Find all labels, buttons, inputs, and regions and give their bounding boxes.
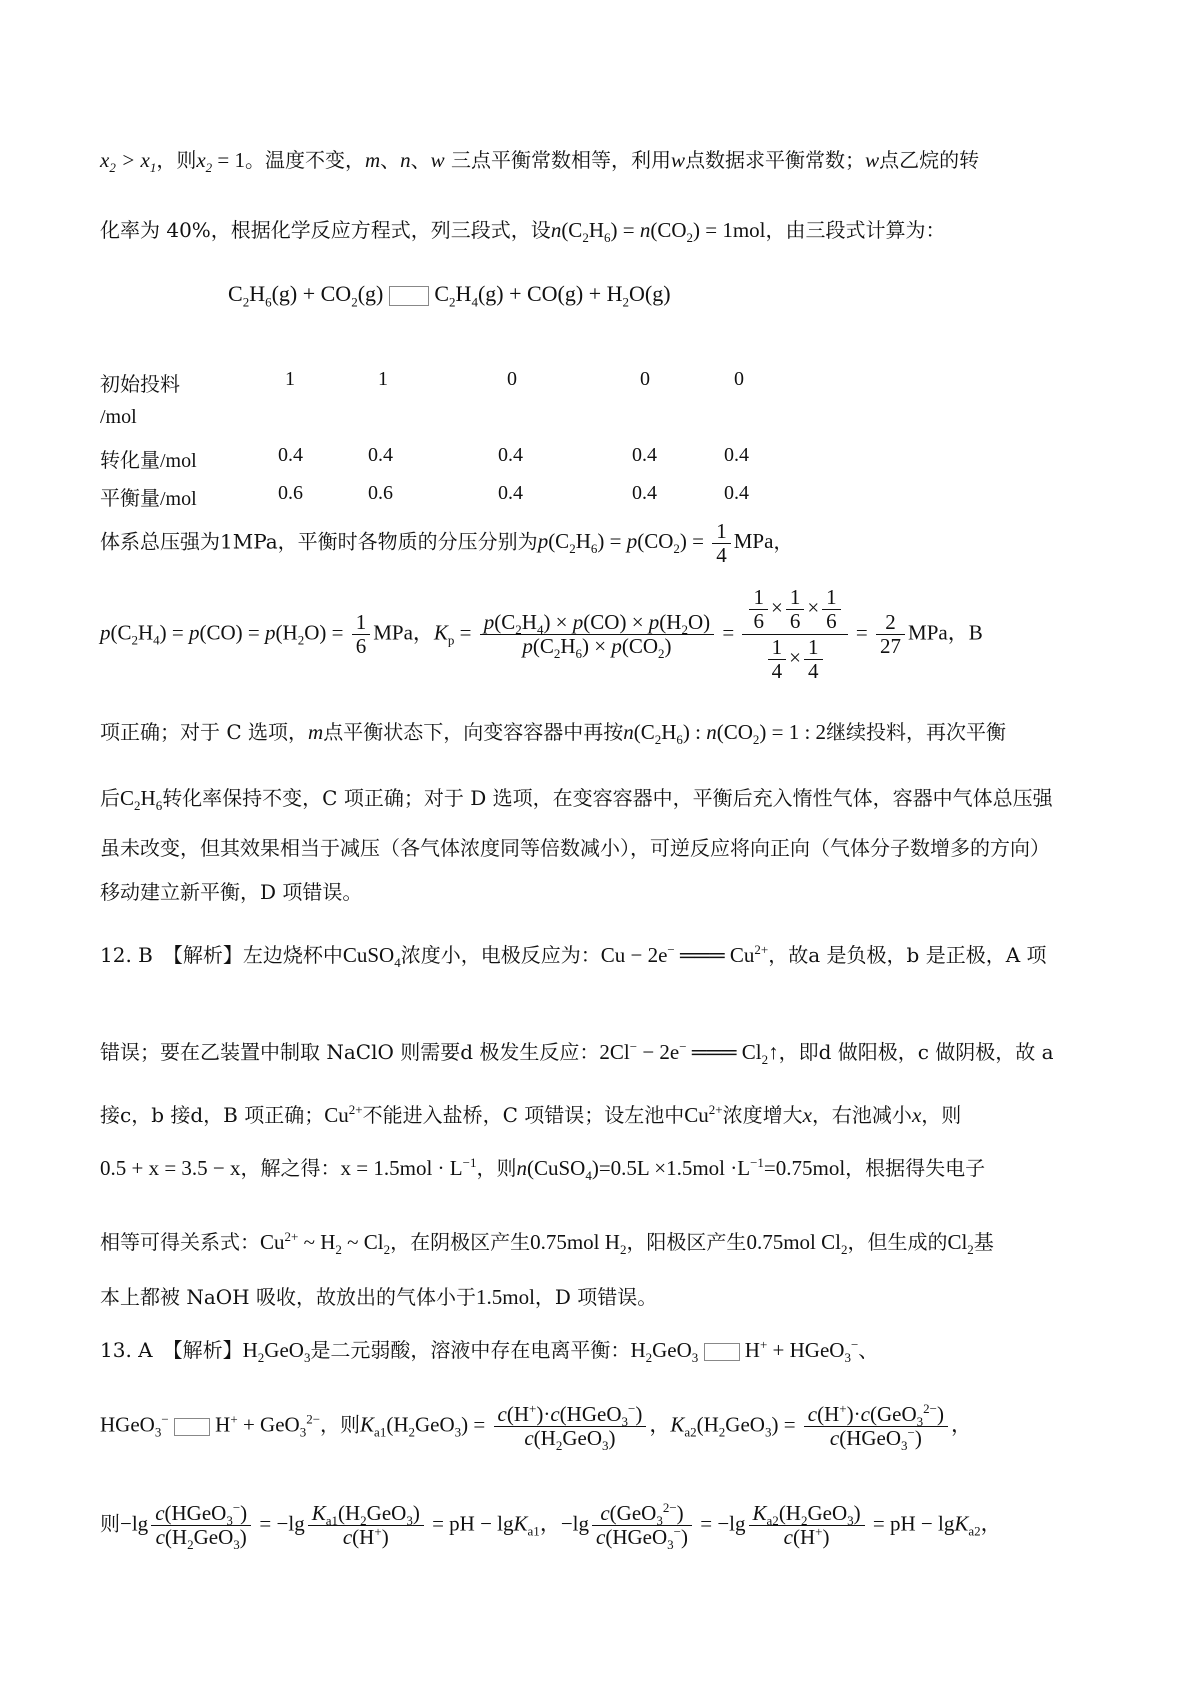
reaction-equation: $C_2H_6(g) + CO_2(g) C_2H_4(g) + CO(g) + H_2O(g)$ [228,281,671,310]
numerator: $\frac{1}{6}$ × $\frac{1}{6}$ × $\frac{1}{6}$ [742,585,847,635]
math-ionization-1: $H_2GeO_3$ H+ + HGeO$_3$− [630,1337,859,1366]
text: 点乙烷的转 [879,148,980,172]
table-cell: 0.4 [498,444,523,466]
text: 12. B 【解析】左边烧杯中 [100,943,343,967]
operator: −lg [276,1511,305,1536]
fraction [712,520,731,567]
text: 13. A 【解析】 [100,1338,243,1362]
math-n-cuso4: n(CuSO$_4$)=0.5L $\times 1.5mol \cdot L^{-1}=0.75mol$ [516,1155,846,1184]
text: 转化率保持不变，C 项正确；对于 D 选项，在变容容器中，平衡后充入惰性气体，容器中气体总压强 [162,786,1053,810]
denominator: c(HGeO$_3$−) [829,1425,922,1454]
table-cell: 0.4 [724,482,749,504]
unit: MPa [373,620,413,645]
text: 后 [100,786,120,810]
math-h2geo3: $H_2GeO_3$ [242,1338,311,1366]
text: ，解之得： [240,1156,341,1180]
math-partial-pressure: $p(C_2H_6) = p(CO_2)$ = $\frac{1}{4}$ MPa [537,519,774,567]
numerator: $p(C_2H_4) \times p(CO) \times p(H_2O)$ [480,611,714,635]
q13-line-3: 则−lg $\frac{c(HGeO_3^-)}{c(H_2GeO_3)}$ = −lg $\frac{K_{a1}(H_2GeO_3)}{c(H^+)}$ = pH − lgK$_{a1}$，−lg $\frac{c(GeO_3^{2-})}{c(HGeO_3^-)}$ = −lg $\frac{K_{a2}(H_2GeO_3)}{c(H^+)}$ = pH − lgK$_{a2}$， [100,1500,1002,1553]
fraction [876,611,905,658]
table-cell: 0.4 [632,482,657,504]
numerator: $K_{a1}(H_2GeO_3)$ [308,1502,424,1526]
table-cell: 0.4 [498,482,523,504]
table-cell: 0 [507,368,517,390]
math-x: x [911,1103,922,1127]
denominator: $c(H_2GeO_3)$ [155,1525,247,1553]
text: 。温度不变， [245,148,365,172]
line-2 [100,218,946,246]
operator: −lg [717,1511,746,1536]
math-relation: $Cu^{2+}$ ~ $H_2$ ~ $Cl_2$ [260,1229,391,1258]
math-w: w [671,148,686,172]
text: ， [412,620,434,645]
row-label: 初始投料 [100,374,180,396]
text: 移动建立新平衡，D 项错误。 [100,880,363,904]
math-x2-gt-x1: $x_2 > x_1$ [100,148,157,176]
math-electrode-1: Cu − 2e− ═══ $Cu^{2+}$ [600,942,769,967]
table-cell: 0 [734,368,744,390]
operator: −lg [560,1511,589,1536]
denominator: 4 [716,543,727,567]
math-x: x [802,1103,812,1127]
text: 是二元弱酸，溶液中存在电离平衡： [310,1338,631,1362]
text: ， [947,620,969,645]
math-n: n [400,148,411,172]
numerator: c(H+)·c(HGeO$_3$−) [494,1403,647,1427]
text: 体系总压强为1MPa，平衡时各物质的分压分别为 [100,529,538,554]
equilibrium-arrow-icon [704,1343,740,1361]
row-label: 平衡量/mol [100,488,197,510]
fraction [308,1502,424,1549]
math-ratio: $n(C_2H_6)$ : $n(CO_2) = 1$ : 2 [623,720,827,748]
text: ，则 [921,1103,962,1127]
fraction [592,1500,692,1553]
unit: MPa [733,529,774,554]
numerator: c(GeO$_3^{2-}$) [592,1502,692,1526]
math-w: w [430,148,445,172]
text: 本上都被 NaOH 吸收，故放出的气体小于 [100,1285,476,1309]
text: 不能进入盐桥，C 项错误；设左池中 [362,1103,685,1127]
table-cell: 0 [640,368,650,390]
value: 1mol [722,218,766,242]
text: ，右池减小 [811,1103,912,1127]
text: B [968,620,983,645]
text: ，阳极区产生 [626,1230,747,1254]
text: 、 [380,148,401,172]
operator: pH − lg [449,1511,514,1536]
q13-line-2: HGeO$_3$− H+ + GeO$_3^{2-}$，则$K_{a1}(H_2GeO_3)$ = $\frac{c(H^+)\cdot c(HGeO_3^-)}{c(H_2GeO_3)}$ ，$K_{a2}(H_2GeO_3)$ = $\frac{c(H^+)\cdot c(GeO_3^{2-})}{c(HGeO_3^-)}$ ， [100,1401,972,1454]
table-cell: 0.4 [724,444,749,466]
math-c2h6: $C_2H_6$ [120,786,163,814]
row-label: 转化量/mol [100,450,197,472]
text: ， [773,529,794,554]
fraction [151,1500,251,1553]
value: =0.5L ×1.5mol ·L [598,1156,751,1180]
kp-value-fraction [742,585,847,684]
value: x = 1.5mol · L [340,1156,463,1180]
line-6 [100,786,1053,814]
denominator: 6 [355,634,367,658]
line-5 [100,720,1007,748]
text: ，故a 是负极，b 是正极，A 项 [768,943,1047,967]
ka2-fraction [804,1401,948,1454]
text: 、 [410,148,431,172]
text: 相等可得关系式： [100,1230,260,1254]
math-conc: $x = 1.5mol \cdot L^{-1}$ [340,1155,477,1180]
q12-line-4 [100,1155,986,1184]
fraction [749,1502,865,1549]
text: 点平衡状态下，向变容容器中再按 [323,720,624,744]
denominator: c(HGeO$_3$−) [596,1524,688,1553]
row-label: /mol [100,406,137,428]
q13-line-1 [100,1337,879,1366]
text: 点数据求平衡常数； [685,148,866,172]
text: 化率为 40%，根据化学反应方程式，列三段式，设 [100,218,551,242]
table-cell: 0.6 [368,482,393,504]
math-electrode-2: 2Cl− − 2e− ═══ $Cl_2↑$ [599,1039,779,1068]
text: 项正确；对于 C 选项， [100,720,309,744]
table-cell: 1 [285,368,295,390]
text: 、 [858,1338,879,1362]
text: ，则 [476,1156,517,1180]
math-m: m [365,148,381,172]
math-w: w [865,148,880,172]
numerator: $K_{a2}(H_2GeO_3)$ [749,1502,865,1526]
value: 1.5mol [475,1285,535,1309]
line-total-pressure [100,520,793,567]
text: ，D 项错误。 [534,1285,658,1309]
text: ，由三段式计算为： [765,218,946,242]
text: 基 [973,1230,994,1254]
q12-line-5 [100,1229,994,1258]
math-cuso4: CuSO$_4$ [342,943,401,971]
numerator: c(HGeO$_3$−) [151,1502,251,1526]
text: 浓度增大 [722,1103,803,1127]
text: 虽未改变，但其效果相当于减压（各气体浓度同等倍数减小），可逆反应将向正向（气体分子数增多的方向） [100,836,1050,860]
operator: pH − lg [889,1511,955,1536]
math-x2-eq-1: $x_2 = 1$ [196,148,245,176]
line-8 [100,882,362,902]
fraction [352,611,371,658]
denominator: $c(H_2GeO_3)$ [524,1426,616,1454]
math-cu2: $Cu^{2+}$ [684,1102,723,1127]
numerator: c(H+)·c(GeO$_3^{2-}$) [804,1403,948,1427]
table-cell: 0.6 [278,482,303,504]
text: ，则 [320,1412,361,1437]
equilibrium-arrow-icon [174,1418,210,1436]
unit: MPa [908,620,948,645]
numerator: 1 [352,611,371,635]
text: 接c，b 接d，B 项正确； [100,1103,325,1127]
numerator: 2 [876,611,905,635]
text: ，但生成的 [847,1230,948,1254]
line-7 [100,838,1050,858]
ka1-fraction [494,1401,647,1454]
q12-line-1 [100,942,1047,971]
denominator: c(H+) [342,1524,389,1549]
text: 浓度小，电极反应为： [400,943,601,967]
value: =0.75mol [763,1156,846,1180]
line-1 [100,148,980,176]
q12-line-3 [100,1102,962,1127]
math-cu2: $Cu^{2+}$ [324,1102,363,1127]
text: 错误；要在乙装置中制取 NaClO 则需要d 极发生反应： [100,1040,600,1064]
denominator: c(H+) [783,1524,830,1549]
value: 1 : 2 [788,720,827,744]
text: ，根据得失电子 [845,1156,986,1180]
table-cell: 0.4 [278,444,303,466]
math-h2: $H_2$ [599,1230,627,1258]
three-stage-table [100,368,800,508]
line-kp: $p(C_2H_4) = p(CO) = p(H_2O)$ = $\frac{1}{6}$ MPa，$K_p$ = $\frac{p(C_2H_4) \times p(CO) \times p(H_2O)}{p(C_2H_6) \times p(CO_2)}$ = $\frac{1}{6}$ × $\frac{1}{6}$ × $\frac{1}{6}$ $\frac{1}{4}$ × $\frac{1}{4}$ = $\frac{2}{27}$ MPa，B [100,585,983,683]
math-equation: 0.5 + x = 3.5 − x [100,1156,241,1180]
table-cell: 1 [378,368,388,390]
denominator: $p(C_2H_6) \times p(CO_2)$ [522,634,672,662]
q12-line-6 [100,1287,657,1308]
kp-fraction [480,610,714,662]
text: 三点平衡常数相等，利用 [451,148,672,172]
value: 0.75mol [530,1230,600,1254]
text: ，则 [156,148,197,172]
text: 则 [100,1511,120,1536]
text: ，在阴极区产生 [390,1230,531,1254]
math-m: m [308,720,324,744]
math-n-eq: $n(C_2H_6) = n(CO_2) = 1mol$ [550,218,766,246]
table-cell: 0.4 [632,444,657,466]
text: 继续投料，再次平衡 [826,720,1007,744]
denominator: $\frac{1}{4}$ × $\frac{1}{4}$ [742,635,847,684]
value: 0.75mol [746,1230,816,1254]
equilibrium-arrow-icon [389,286,429,306]
math-cl2: $Cl_2$ [947,1230,974,1258]
table-cell: 0.4 [368,444,393,466]
operator: −lg [120,1511,149,1536]
math-cl2: $Cl_2$ [815,1230,848,1258]
text: ，即d 做阳极，c 做阴极，故 a [778,1040,1054,1064]
q12-line-2 [100,1039,1054,1068]
numerator: 1 [712,520,731,544]
denominator: 27 [880,634,902,658]
